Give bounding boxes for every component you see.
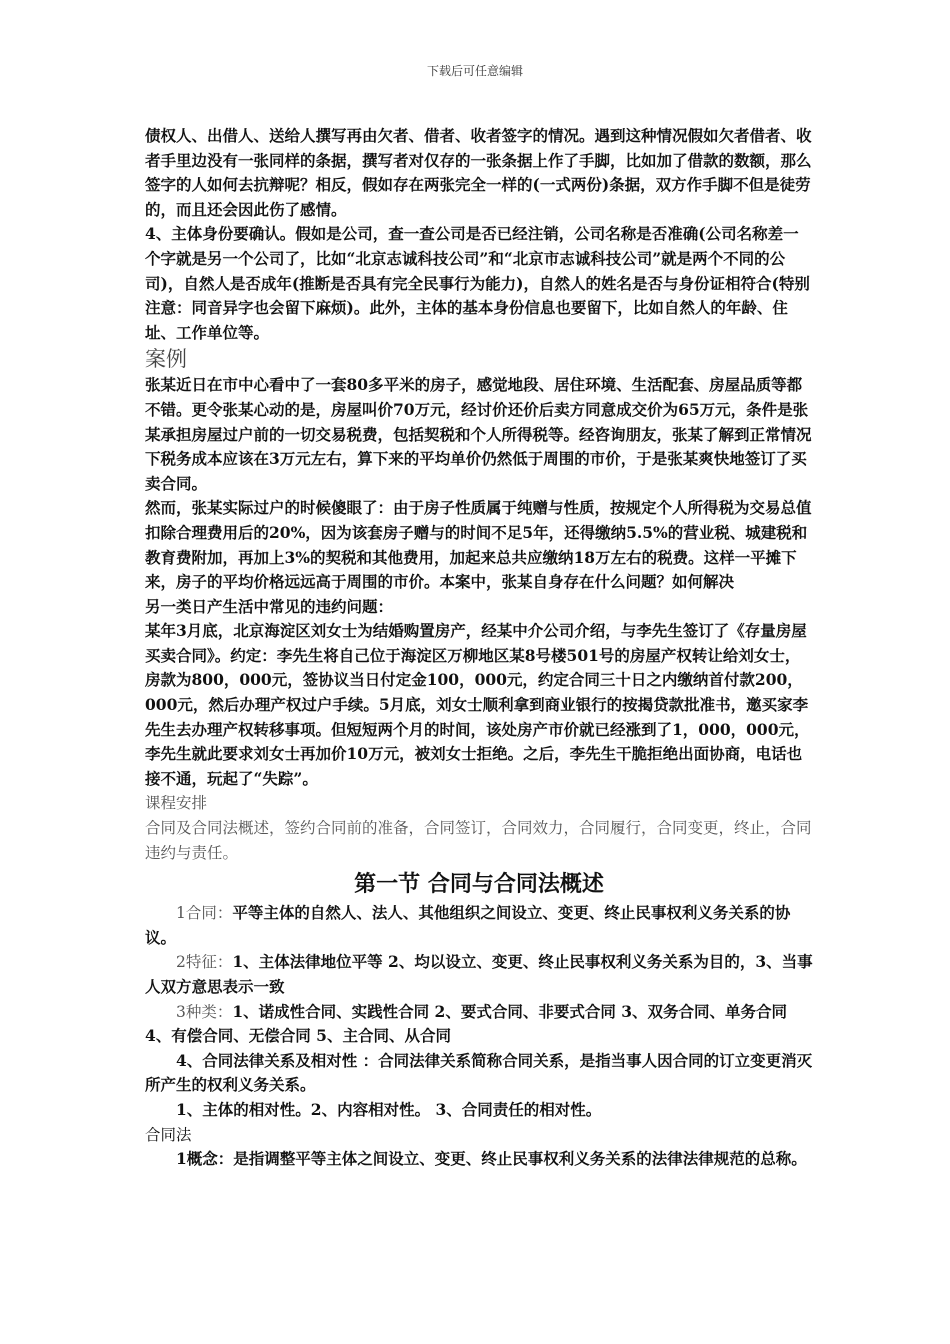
paragraph-case-tax: 然而，张某实际过户的时候傻眼了：由于房子性质属于纯赠与性质，按规定个人所得税为交易总值扣除合理费用后的20%，因为该套房子赠与的时间不足5年，还得缴纳5.5%的营业税、城建税和教育费附加，再加上3%的契税和其他费用，加起来总共应缴纳18万左右的税费。这样一平摊下来，房子的平均价格远远高于周围的市价。本案中，张某自身存在什么问题？如何解决	[145, 498, 812, 592]
legal-relation: 4、合同法律关系及相对性 ：合同法律关系简称合同关系，是指当事人因合同的订立变更消灭所产生的权利义务关系。	[145, 1050, 813, 1095]
relativity-list: 1、主体的相对性。2、内容相对性。 3、合同责任的相对性。	[176, 1099, 602, 1119]
course-outline: 合同及合同法概述，签约合同前的准备，合同签订，合同效力，合同履行，合同变更，终止，合同违约与责任。	[145, 819, 812, 862]
definition-types	[145, 1000, 813, 1049]
section-title: 第一节 合同与合同法概述	[354, 871, 604, 898]
definition-features	[145, 950, 813, 999]
page-header: 下载后可任意编辑	[426, 64, 523, 78]
definition-contract	[145, 901, 813, 950]
features-text: 1、主体法律地位平等 2、均以设立、变更、终止民事权利义务关系为目的，3、当事人双方意思表示一致	[145, 952, 813, 996]
case-heading: 案例	[145, 347, 187, 372]
contract-law-concept: 1概念：是指调整平等主体之间设立、变更、终止民事权利义务关系的法律法律规范的总称。	[176, 1149, 807, 1169]
paragraph-receipt-warning: 债权人、出借人、送给人撰写再由欠者、借者、收者签字的情况。遇到这种情况假如欠者借者、收者手里边没有一张同样的条据，撰写者对仅存的一张条据上作了手脚，比如加了借款的数额，那么签字的人如何去抗辩呢？相反，假如存在两张完全一样的(一式两份)条据，双方作手脚不但是徒劳的，而且还会因此伤了感情。	[145, 126, 812, 219]
definition-label: 1合同：	[176, 904, 233, 923]
features-label: 2特征：	[176, 953, 233, 972]
definition-text: 平等主体的自然人、法人、其他组织之间设立、变更、终止民事权利义务关系的协议。	[145, 903, 791, 947]
types-label: 3种类：	[176, 1002, 233, 1021]
paragraph-identity-check: 4、主体身份要确认。假如是公司，查一查公司是否已经注销，公司名称是否准确(公司名称差一个字就是另一个公司了，比如“北京志诚科技公司”和“北京市志诚科技公司”就是两个不同的公司)，自然人是否成年(推断是否具有完全民事行为能力)，自然人的姓名是否与身份证相符合(特别注意：同音异字也会留下麻烦)。此外，主体的基本身份信息也要留下，比如自然人的年龄、住址、工作单位等。	[145, 224, 810, 342]
course-heading: 课程安排	[145, 794, 208, 813]
document-body	[145, 124, 813, 1172]
paragraph-case-breach: 某年3月底，北京海淀区刘女士为结婚购置房产，经某中介公司介绍，与李先生签订了《存量房屋买卖合同》。约定：李先生将自己位于海淀区万柳地区某8号楼501号的房屋产权转让给刘女士，房款为800，000元，签协议当日付定金100，000元，约定合同三十日之内缴纳首付款200，000元，然后办理产权过户手续。5月底，刘女士顺利拿到商业银行的按揭贷款批准书，邀买家李先生去办理产权转移事项。但短短两个月的时间，该处房产市价就已经涨到了1，000，000元，李先生就此要求刘女士再加价10万元，被刘女士拒绝。之后，李先生干脆拒绝出面协商，电话也接不通，玩起了“失踪”。	[145, 621, 810, 788]
paragraph-case-purchase: 张某近日在市中心看中了一套80多平米的房子，感觉地段、居住环境、生活配套、房屋品质等都不错。更令张某心动的是，房屋叫价70万元，经讨价还价后卖方同意成交价为65万元，条件是张某承担房屋过户前的一切交易税费，包括契税和个人所得税等。经咨询朋友，张某了解到正常情况下税务成本应该在3万元左右，算下来的平均单价仍然低于周围的市价，于是张某爽快地签订了买卖合同。	[145, 375, 812, 493]
paragraph-breach-intro: 另一类日产生活中常见的违约问题：	[145, 596, 394, 616]
types-text: 1、诺成性合同、实践性合同 2、要式合同、非要式合同 3、双务合同、单务合同 4、有偿合同、无偿合同 5、主合同、从合同	[145, 1001, 788, 1046]
contract-law-heading: 合同法	[145, 1125, 192, 1144]
